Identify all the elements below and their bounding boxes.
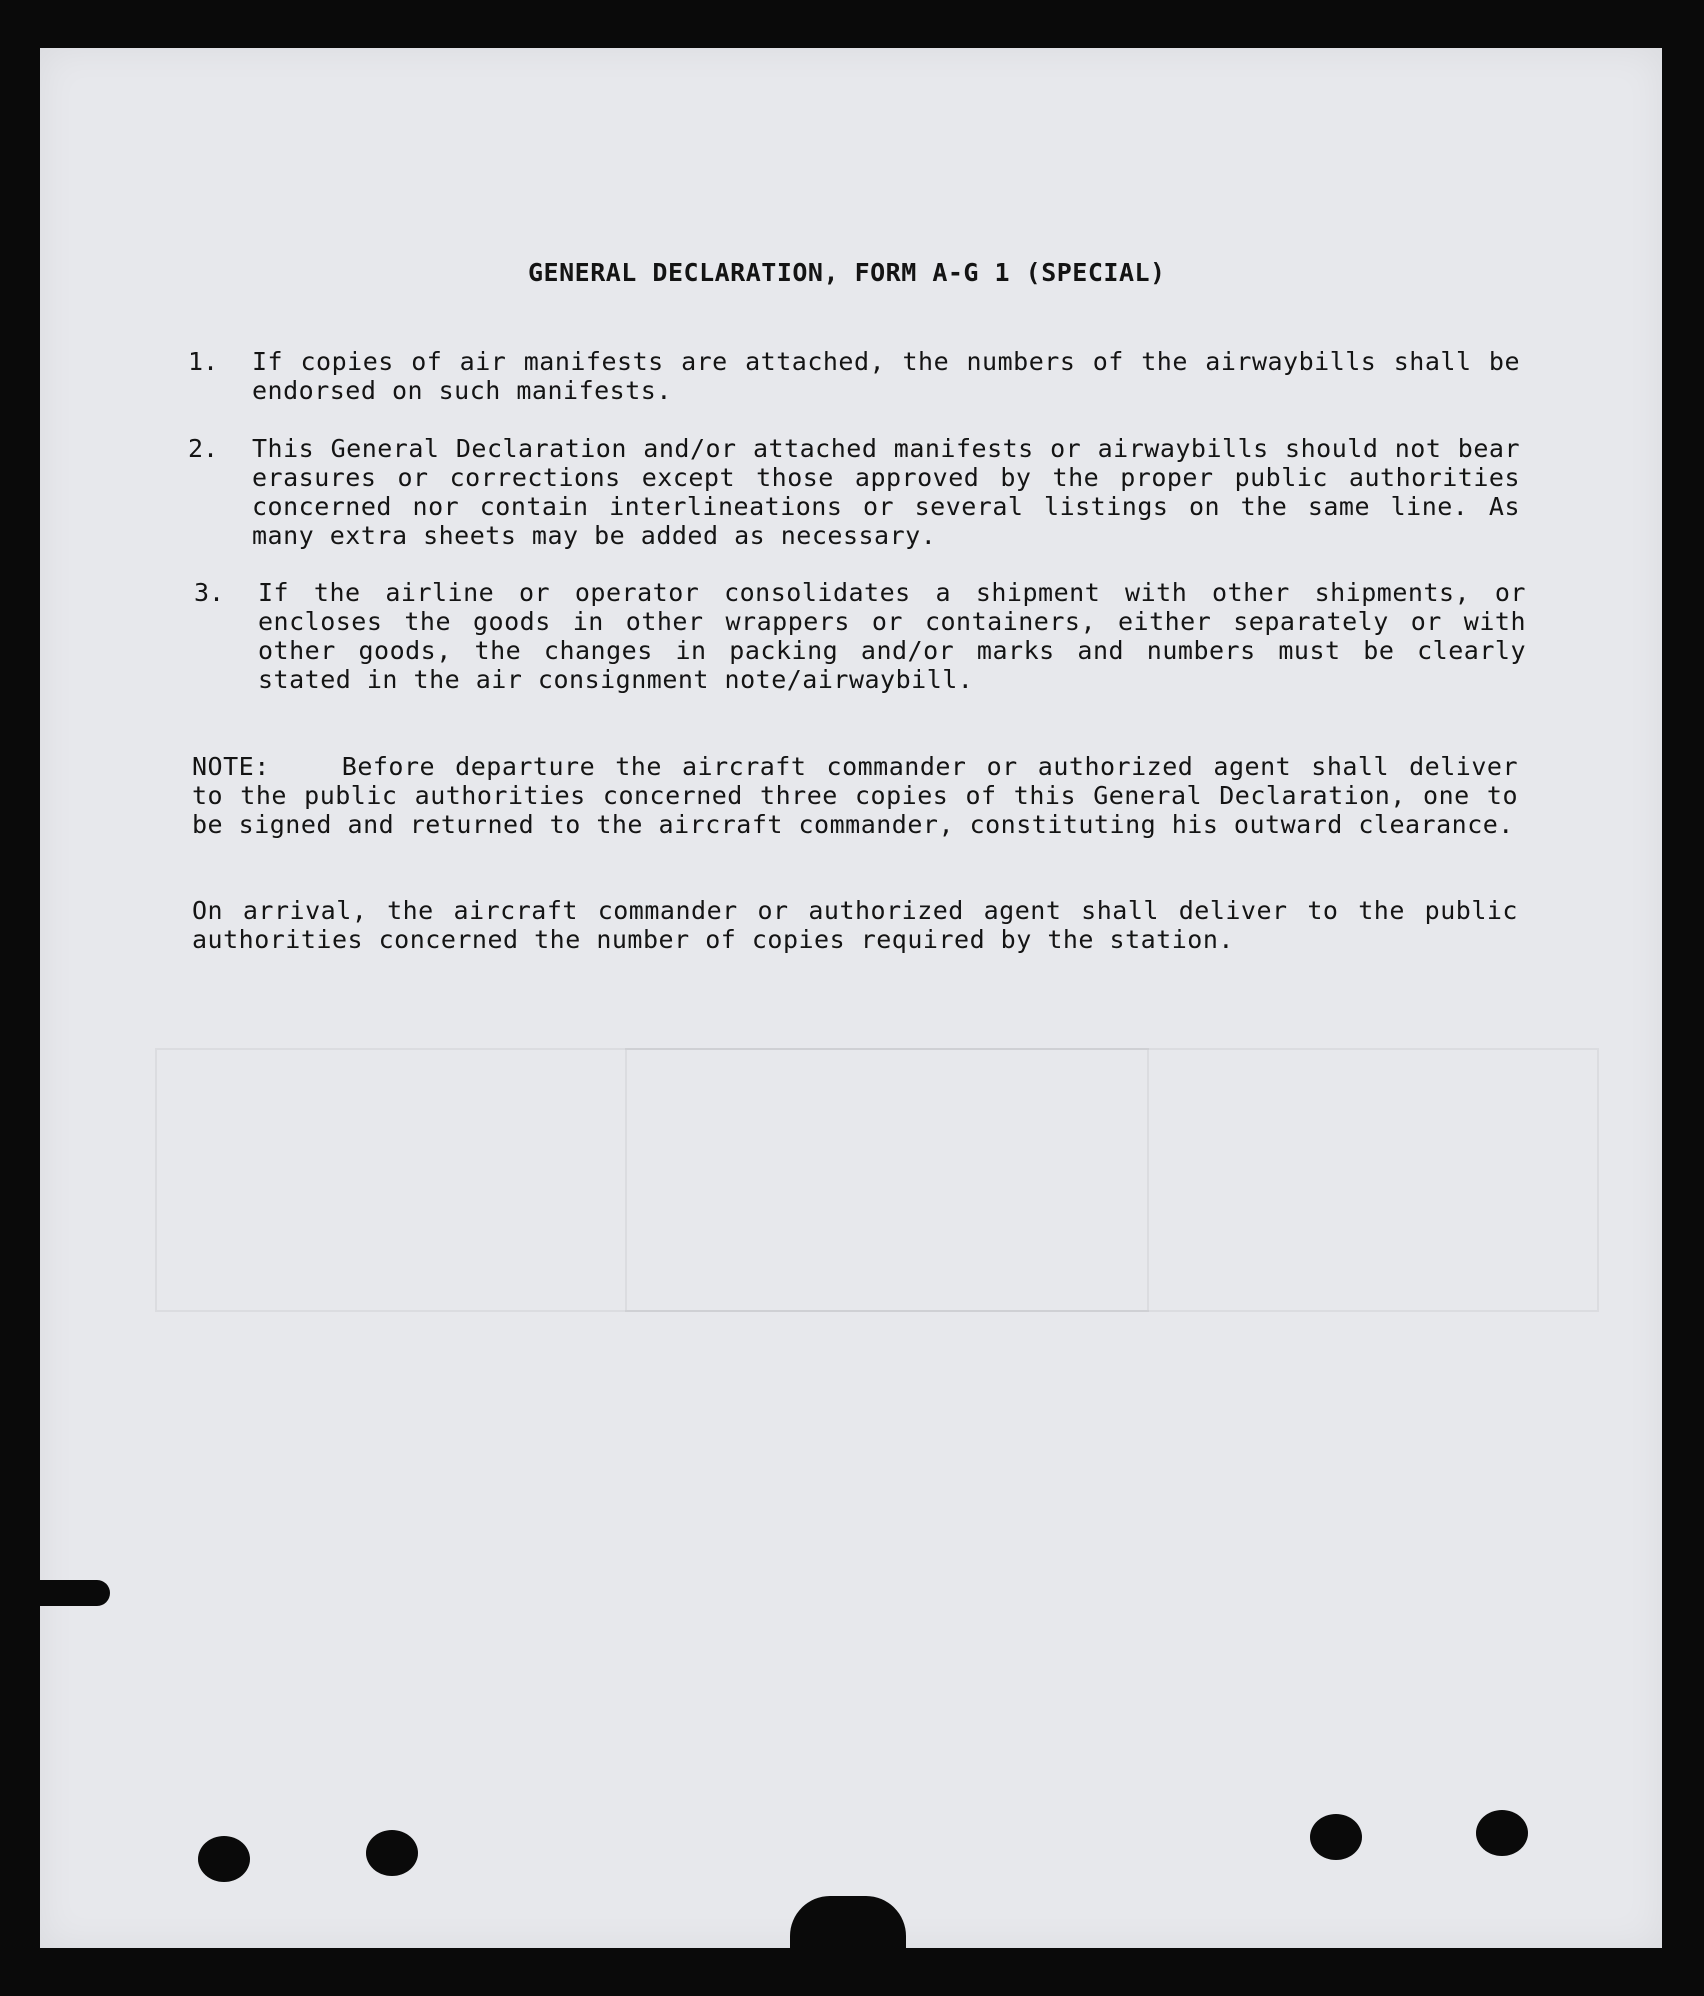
list-item-text: If copies of air manifests are attached, the numbers of the airwaybills shall be endorsed on such manifests.	[252, 347, 1520, 405]
punch-hole	[366, 1830, 418, 1876]
punch-hole	[198, 1836, 250, 1882]
list-item-text: This General Declaration and/or attached manifests or airwaybills should not bear erasures or corrections except those approved by the proper public authorities concerned nor contain interlineations or several listings on the same line. As many extra sheets may be added as necessary.	[252, 434, 1520, 550]
list-item-number: 1.	[188, 347, 219, 376]
list-item-number: 2.	[188, 434, 219, 463]
list-item	[194, 578, 1526, 694]
note-paragraph	[192, 752, 1518, 839]
note-text: Before departure the aircraft commander or authorized agent shall deliver to the public authorities concerned three copies of this General Declaration, one to be signed and returned to the aircraft commander, constituting his outward clearance.	[192, 752, 1518, 839]
punch-hole	[1476, 1810, 1528, 1856]
paper-sheet	[40, 48, 1662, 1948]
list-item-text: If the airline or operator consolidates a shipment with other shipments, or encloses the goods in other wrappers or containers, either separately or with other goods, the changes in packing and/or marks and numbers must be clearly stated in the air consignment note/airwaybill.	[258, 578, 1526, 694]
arrival-paragraph: On arrival, the aircraft commander or authorized agent shall deliver to the public authorities concerned the number of copies required by the station.	[192, 896, 1518, 954]
torn-edge-mark	[790, 1896, 906, 1956]
list-item	[188, 434, 1520, 550]
bleed-through-box	[625, 1048, 1149, 1312]
list-item-number: 3.	[194, 578, 225, 607]
punch-hole	[1310, 1814, 1362, 1860]
list-item	[188, 347, 1520, 405]
document-title: GENERAL DECLARATION, FORM A-G 1 (SPECIAL)	[528, 258, 1166, 287]
note-label: NOTE:	[192, 752, 270, 781]
torn-edge-mark	[40, 1580, 110, 1606]
